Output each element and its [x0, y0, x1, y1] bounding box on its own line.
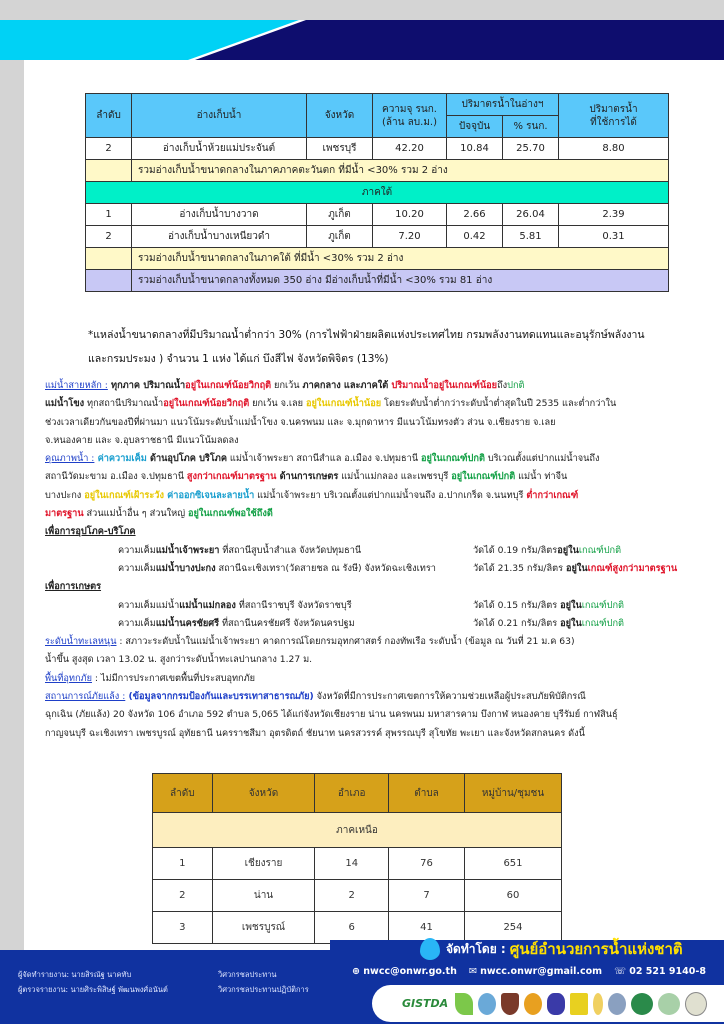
- leaf-logo-icon: [455, 993, 473, 1015]
- water-quality-link[interactable]: คุณภาพน้ำ :: [45, 453, 95, 465]
- org-name: ศูนย์อำนวยการน้ำแห่งชาติ: [509, 940, 683, 958]
- hand-logo-icon: [570, 993, 588, 1015]
- gmail-link[interactable]: ✉ nwcc.onwr@gmail.com: [468, 966, 603, 977]
- table-row: 2 อ่างเก็บน้ำห้วยแม่ประจันต์ เพชรบุรี 42.20 10.84 25.70 8.80: [86, 138, 669, 160]
- col-usable: ปริมาตรน้ำ ที่ใช้การได้: [559, 94, 669, 138]
- reservoir-note: *แหล่งน้ำขนาดกลางที่มีปริมาณน้ำต่ำกว่า 30% (การไฟฟ้าฝ่ายผลิตแห่งประเทศไทย กรมพลังงานทดแทนและอนุรักษ์พลังงาน และกรมประมง ) จำนวน 1 แห่ง ได้แก่ บึงสีไฟ จังหวัดพิจิตร (13%): [88, 329, 645, 365]
- flood-area-paragraph: พื้นที่อุทกภัย : ไม่มีการประกาศเขตพื้นที่ประสบอุทกภัย: [45, 672, 256, 684]
- shield-logo-icon: [501, 993, 519, 1015]
- water-drop-mascot-icon: [420, 938, 440, 960]
- crest-logo-icon: [608, 993, 626, 1015]
- contact-info: [352, 966, 724, 977]
- drought-link[interactable]: สถานการณ์ภัยแล้ง :: [45, 691, 126, 703]
- col-current: ปัจจุบัน: [447, 116, 503, 138]
- summary-row-total: รวมอ่างเก็บน้ำขนาดกลางทั้งหมด 350 อ่าง มีอ่างเก็บน้ำที่มีน้ำ <30% รวม 81 อ่าง: [86, 270, 669, 292]
- table-row: 2 น่าน 2 7 60: [153, 880, 562, 912]
- table-header-row: ลำดับ จังหวัด อำเภอ ตำบล หมู่บ้าน/ชุมชน: [153, 774, 562, 813]
- flood-area-link[interactable]: พื้นที่อุทกภัย: [45, 672, 92, 684]
- phone-icon: ☏: [614, 966, 630, 977]
- sea-level-paragraph: ระดับน้ำทะเลหนุน : สภาวะระดับน้ำในแม่น้ำเจ้าพระยา คาดการณ์โดยกรมอุทกศาสตร์ กองทัพเรือ ระดับน้ำ (ข้อมูล ณ วันที่ 21 ม.ค 63): [45, 636, 575, 648]
- emblem-logo-icon: [524, 993, 542, 1015]
- globe-icon: ⊕: [352, 966, 364, 977]
- gistda-logo: GISTDA: [402, 997, 449, 1010]
- drought-table: [152, 773, 562, 944]
- table-row: 1 เชียงราย 14 76 651: [153, 848, 562, 880]
- salinity-row: ความเค็มแม่น้ำเจ้าพระยา ที่สถานีสูบน้ำสำแล จังหวัดปทุมธานี วัดได้ 0.19 กรัม/ลิตรอยู่ในเกณฑ์ปกติ: [118, 544, 622, 556]
- situation-report: แม่น้ำสายหลัก : ทุกภาค ปริมาณน้ำอยู่ในเกณฑ์น้อยวิกฤติ ยกเว้น ภาคกลาง และภาคใต้ ปริมาณน้ำอยู่ในเกณฑ์น้อยถึงปกติ แม่น้ำโขง ทุกสถานีปริมาณน้ำอยู่ในเกณฑ์น้อยวิกฤติ ยกเว้น จ.เลย อยู่ในเกณฑ์น้ำน้อย โดยระดับน้ำต่ำกว่าระดับน้ำต่ำสุดในปี 2535 และต่ำกว่าใน ช่วงเวลาเดียวกันของปีที่ผ่านมา แนวโน้มระดับน้ำแม่น้ำโขง จ.นครพนม และ จ.มุกดาหาร มีแนวโน้มทรงตัว ส่วน จ.เชียงราย จ.เลย จ.หนองคาย และ จ.อุบลราชธานี มีแนวโน้มลดลง คุณภาพน้ำ : ค่าความเค็ม ด้านอุปโภค บริโภค แม่น้ำเจ้าพระยา สถานีสำแล อ.เมือง จ.ปทุมธานี อยู่ในเกณฑ์ปกติ บริเวณตั้งแต่ปากแม่น้ำจนถึง สถานีวัดมะขาม อ.เมือง จ.ปทุมธานี สูงกว่าเกณฑ์มาตรฐาน ด้านการเกษตร แม่น้ำแม่กลอง และเพชรบุรี อยู่ในเกณฑ์ปกติ แม่น้ำ ท่าจีน บางปะกง อยู่ในเกณฑ์เฝ้าระวัง ค่าออกซิเจนละลายน้ำ แม่น้ำเจ้าพระยา บริเวณตั้งแต่ปากแม่น้ำจนถึง อ.ปากเกร็ด จ.นนทบุรี ต่ำกว่าเกณฑ์ มาตรฐาน ส่วนแม่น้ำอื่น ๆ ส่วนใหญ่ อยู่ในเกณฑ์พอใช้ถึงดี เพื่อการอุปโภค-บริโภค ความเค็มแม่น้ำเจ้าพระยา ที่สถานีสูบน้ำสำแล จังหวัดปทุมธานี วัดได้ 0.19 กรัม/ลิตรอยู่ในเกณฑ์ปกติ ความเค็มแม่น้ำบางปะกง สถานีฉะเชิงเทรา(วัดสายชล ณ รังษี) จังหวัดฉะเชิงเทรา วัดได้ 21.35 กรัม/ลิตร อยู่ในเกณฑ์สูงกว่ามาตรฐาน เพื่อการเกษตร ความเค็มแม่น้ำแม่น้ำแม่กลอง ที่สถานีราชบุรี จังหวัดราชบุรี วัดได้ 0.15 กรัม/ลิตร อยู่ในเกณฑ์ปกติ ความเค็มแม่น้ำนครชัยศรี ที่สถานีนครชัยศรี จังหวัดนครปฐม วัดได้ 0.21 กรัม/ลิตร อยู่ในเกณฑ์ปกติ ระดับน้ำทะเลหนุน : สภาวะระดับน้ำในแม่น้ำเจ้าพระยา คาดการณ์โดยกรมอุทกศาสตร์ กองทัพเรือ ระดับน้ำ (ข้อมูล ณ วันที่ 21 ม.ค 63) น้ำขึ้น สูงสุด เวลา 13.02 น. สูงกว่าระดับน้ำทะเลปานกลาง 1.27 ม. พื้นที่อุทกภัย : ไม่มีการประกาศเขตพื้นที่ประสบอุทกภัย สถานการณ์ภัยแล้ง : (ข้อมูลจากกรมป้องกันและบรรเทาสาธารณภัย) จังหวัดที่มีการประกาศเขตการให้ความช่วยเหลือผู้ประสบภัยพิบัติกรณี ฉุกเฉิน (ภัยแล้ง) 20 จังหวัด 106 อำเภอ 592 ตำบล 5,065 ได้แก่จังหวัดเชียงราย น่าน นครพนม มหาสารคาม บึงกาฬ หนองคาย บุรีรัมย์ กาฬสินธุ์ กาญจนบุรี ฉะเชิงเทรา เพชรบูรณ์ อุทัยธานี นครราชสีมา อุตรดิตถ์ ชัยนาท นครสวรรค์ สุพรรณบุรี สุโขทัย พะเยา และจังหวัดสกลนคร ดังนี้: [45, 377, 685, 743]
- reservoir-table: [85, 93, 669, 292]
- agriculture-heading: เพื่อการเกษตร: [45, 581, 102, 593]
- salinity-row: ความเค็มแม่น้ำบางปะกง สถานีฉะเชิงเทรา(วัดสายชล ณ รังษี) จังหวัดฉะเชิงเทรา วัดได้ 21.35 กรัม/ลิตร อยู่ในเกณฑ์สูงกว่ามาตรฐาน: [118, 562, 678, 574]
- water-quality-paragraph: คุณภาพน้ำ : ค่าความเค็ม ด้านอุปโภค บริโภค แม่น้ำเจ้าพระยา สถานีสำแล อ.เมือง จ.ปทุมธานี อยู่ในเกณฑ์ปกติ บริเวณตั้งแต่ปากแม่น้ำจนถึง: [45, 453, 600, 465]
- col-province: จังหวัด: [307, 94, 373, 138]
- seal-green-logo-icon: [631, 993, 653, 1015]
- mail-icon: ✉: [468, 966, 481, 977]
- main-rivers-paragraph: แม่น้ำสายหลัก : ทุกภาค ปริมาณน้ำอยู่ในเกณฑ์น้อยวิกฤติ ยกเว้น ภาคกลาง และภาคใต้ ปริมาณน้ำอยู่ในเกณฑ์น้อยถึงปกติ: [45, 380, 525, 391]
- footer-credits: ผู้จัดทำรายงาน: นายสิรณัฐ นาคทับ วิศวกรชลประทาน ผู้ตรวจรายงาน: นายศิระพิสิษฐ์ พัฒนพงศ์อนันต์ วิศวกรชลประทานปฏิบัติการ: [18, 970, 309, 994]
- seal-grey-logo-icon: [685, 992, 707, 1016]
- seal-light-logo-icon: [658, 993, 680, 1015]
- col-order: ลำดับ: [86, 94, 132, 138]
- dome-logo-icon: [478, 993, 496, 1015]
- main-rivers-link[interactable]: แม่น้ำสายหลัก :: [45, 380, 108, 391]
- table-row: 3 เพชรบูรณ์ 6 41 254: [153, 912, 562, 944]
- consumption-heading: เพื่อการอุปโภค-บริโภค: [45, 526, 136, 538]
- table-header-row: [86, 94, 669, 116]
- drought-paragraph: สถานการณ์ภัยแล้ง : (ข้อมูลจากกรมป้องกันและบรรเทาสาธารณภัย) จังหวัดที่มีการประกาศเขตการให้ความช่วยเหลือผู้ประสบภัยพิบัติกรณี: [45, 691, 586, 703]
- salinity-row: ความเค็มแม่น้ำแม่น้ำแม่กลอง ที่สถานีราชบุรี จังหวัดราชบุรี วัดได้ 0.15 กรัม/ลิตร อยู่ในเกณฑ์ปกติ: [118, 599, 625, 611]
- phone-link[interactable]: ☏ 02 521 9140-8: [614, 966, 706, 977]
- region-row-north: ภาคเหนือ: [153, 813, 562, 848]
- salinity-row: ความเค็มแม่น้ำนครชัยศรี ที่สถานีนครชัยศรี จังหวัดนครปฐม วัดได้ 0.21 กรัม/ลิตร อยู่ในเกณฑ์ปกติ: [118, 617, 625, 629]
- sea-level-link[interactable]: ระดับน้ำทะเลหนุน: [45, 636, 117, 648]
- col-reservoir: อ่างเก็บน้ำ: [132, 94, 307, 138]
- table-row: 2 อ่างเก็บน้ำบางเหนียวดำ ภูเก็ต 7.20 0.42 5.81 0.31: [86, 226, 669, 248]
- mekong-paragraph: แม่น้ำโขง ทุกสถานีปริมาณน้ำอยู่ในเกณฑ์น้อยวิกฤติ ยกเว้น จ.เลย อยู่ในเกณฑ์น้ำน้อย โดยระดับน้ำต่ำกว่าระดับน้ำต่ำสุดในปี 2535 และต่ำกว่าใน: [45, 398, 617, 410]
- org-banner: จัดทำโดย : ศูนย์อำนวยการน้ำแห่งชาติ: [420, 937, 683, 961]
- summary-row-south: รวมอ่างเก็บน้ำขนาดกลางในภาคใต้ ที่มีน้ำ <30% รวม 2 อ่าง: [86, 248, 669, 270]
- website-email-link[interactable]: ⊕ nwcc@onwr.go.th: [352, 966, 457, 977]
- col-percent: % รนก.: [503, 116, 559, 138]
- badge-logo-icon: [547, 993, 565, 1015]
- col-capacity: ความจุ รนก. (ล้าน ลบ.ม.): [373, 94, 447, 138]
- col-volume: ปริมาตรน้ำในอ่างฯ: [447, 94, 559, 116]
- partner-logos: [372, 985, 724, 1022]
- summary-row-west: รวมอ่างเก็บน้ำขนาดกลางในภาคภาคตะวันตก ที่มีน้ำ <30% รวม 2 อ่าง: [86, 160, 669, 182]
- table-row: 1 อ่างเก็บน้ำบางวาด ภูเก็ต 10.20 2.66 26.04 2.39: [86, 204, 669, 226]
- region-row-south: ภาคใต้: [86, 182, 669, 204]
- flower-logo-icon: [593, 993, 603, 1015]
